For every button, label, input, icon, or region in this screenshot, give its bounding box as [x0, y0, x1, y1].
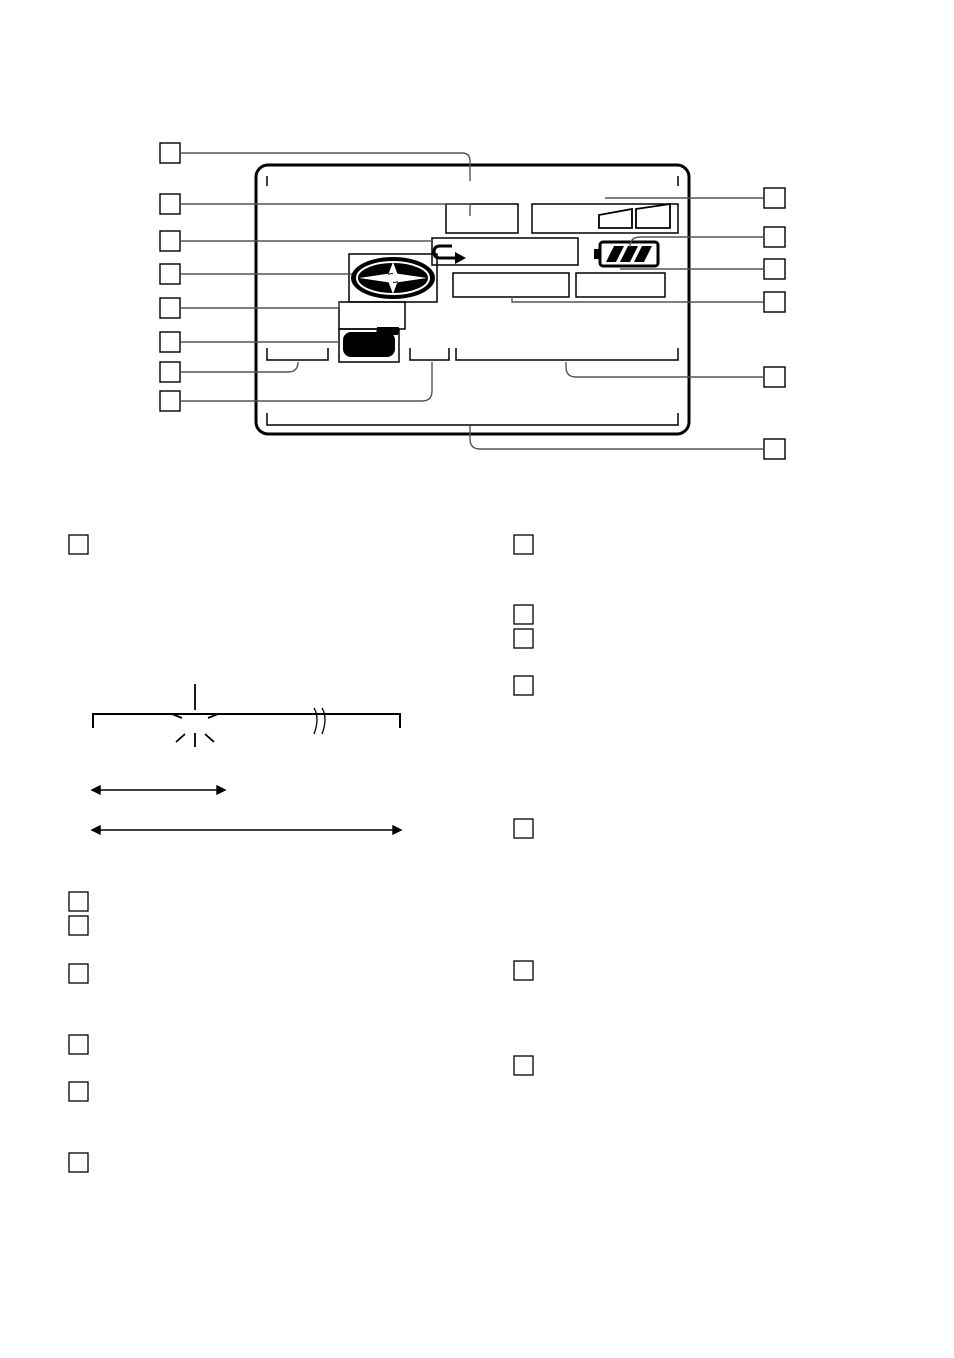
leader-lines [181, 153, 763, 449]
indicator-box-11 [576, 273, 665, 297]
volume-icon [599, 204, 670, 228]
repeat-box [432, 238, 578, 265]
indicator-box-2 [446, 204, 518, 233]
lcd-panel [256, 165, 689, 434]
track-bar-illustration [93, 684, 400, 747]
callouts-right [764, 188, 785, 459]
level-meter-bracket [267, 348, 328, 360]
sign-bracket [410, 348, 449, 360]
legend-right [514, 535, 533, 1075]
legend-left [69, 535, 88, 1172]
range-arrows [92, 786, 401, 834]
callouts-left [160, 143, 180, 411]
indicator-box-12 [453, 273, 569, 297]
minus-segment [376, 327, 399, 335]
flash-rays-icon [172, 684, 218, 747]
battery-icon [594, 242, 658, 266]
rec-badge [343, 332, 395, 357]
disc-icon [351, 257, 435, 299]
time-bracket [456, 348, 678, 360]
indicator-box-5 [339, 302, 405, 329]
